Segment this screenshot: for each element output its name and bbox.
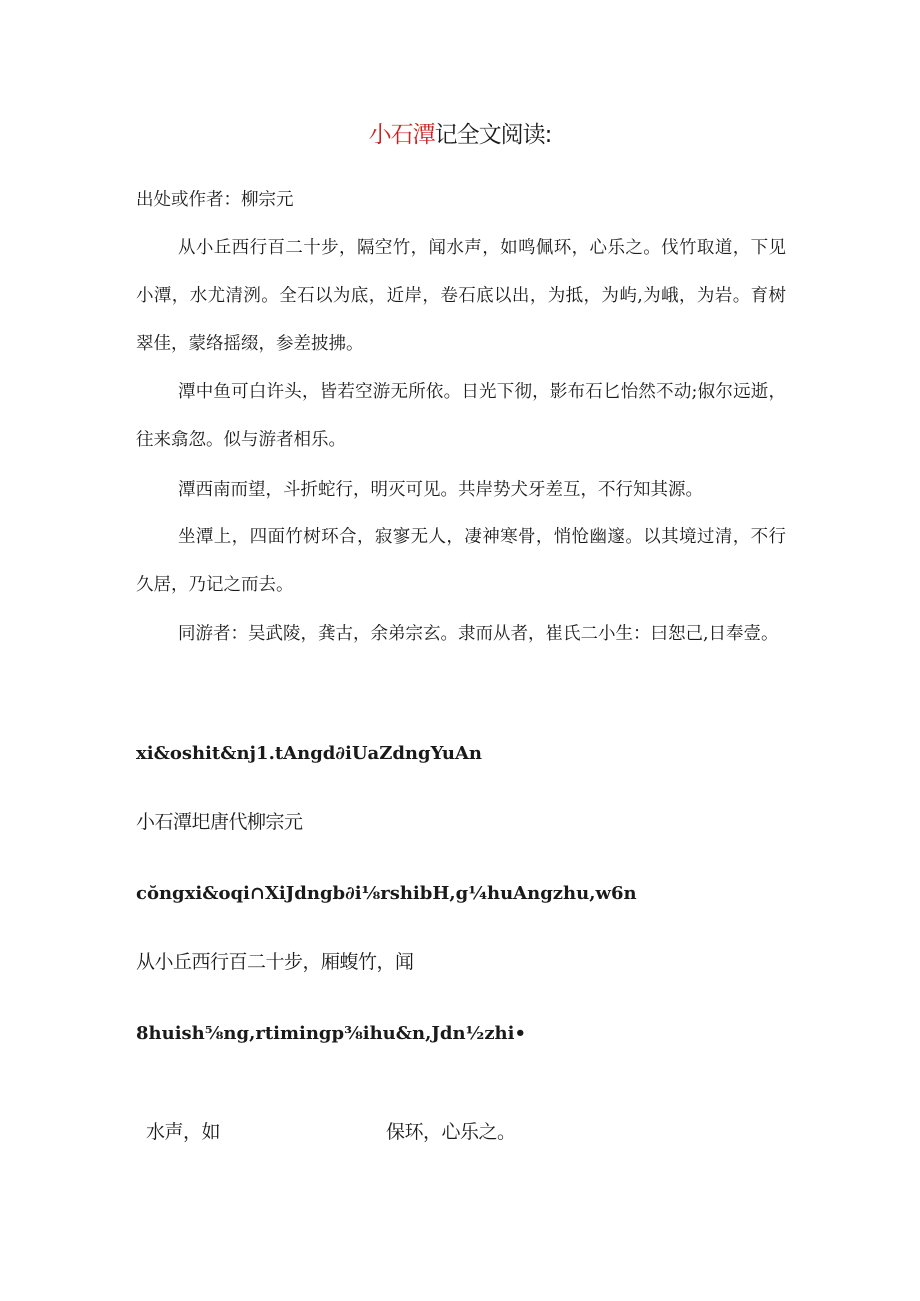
chinese-line-2: 从小丘西行百二十步，厢蝮竹，闻	[136, 951, 414, 973]
pinyin-line-3: 8huish⅝ng,rtimingp⅜ihu&n,Jdn½zhi•	[136, 1023, 526, 1044]
paragraph-1: 从小丘西行百二十步，隔空竹，闻水声，如鸣佩环，心乐之。伐竹取道，下见小潭，水尤清洌。全石以为底，近岸，卷石底以出，为抵，为屿,为峨，为岩。育树翠佳，蒙络摇缀，参差披拂。	[136, 238, 786, 354]
paragraph-5: 同游者：吴武陵，龚古，余弟宗玄。隶而从者，崔氏二小生：曰恕己,日奉壹。	[178, 624, 779, 644]
pinyin-line-1: xi&oshit&nj1.tAngd∂iUaZdngYuAn	[136, 743, 483, 764]
chinese-line-1: 小石潭圯唐代柳宗元	[136, 811, 303, 833]
paragraph-4: 坐潭上，四面竹树环合，寂寥无人，凄神寒骨，悄怆幽邃。以其境过清，不行久居，乃记之而去。	[136, 527, 786, 595]
paragraph-2: 潭中鱼可白许头，皆若空游无所依。日光下彻，影布石匕怡然不动;俶尔远逝，往来翕忽。似与游者相乐。	[136, 382, 786, 450]
chinese-line-3-right: 保环，心乐之。	[386, 1121, 516, 1143]
pinyin-line-2: cŏngxi&oqi∩XiJdngb∂i⅛rshibH,g¼huAngzhu,w6n	[136, 883, 637, 904]
author-line: 出处或作者：柳宗元	[136, 190, 294, 210]
chinese-line-3-left: 水声，如	[146, 1121, 221, 1143]
paragraph-3: 潭西南而望，斗折蛇行，明灭可见。共岸势犬牙差互，不行知其源。	[178, 480, 703, 500]
page-title	[0, 116, 920, 149]
title-red-part: 小石潭	[368, 122, 435, 148]
title-black-part: 记全文阅读:	[434, 122, 552, 148]
